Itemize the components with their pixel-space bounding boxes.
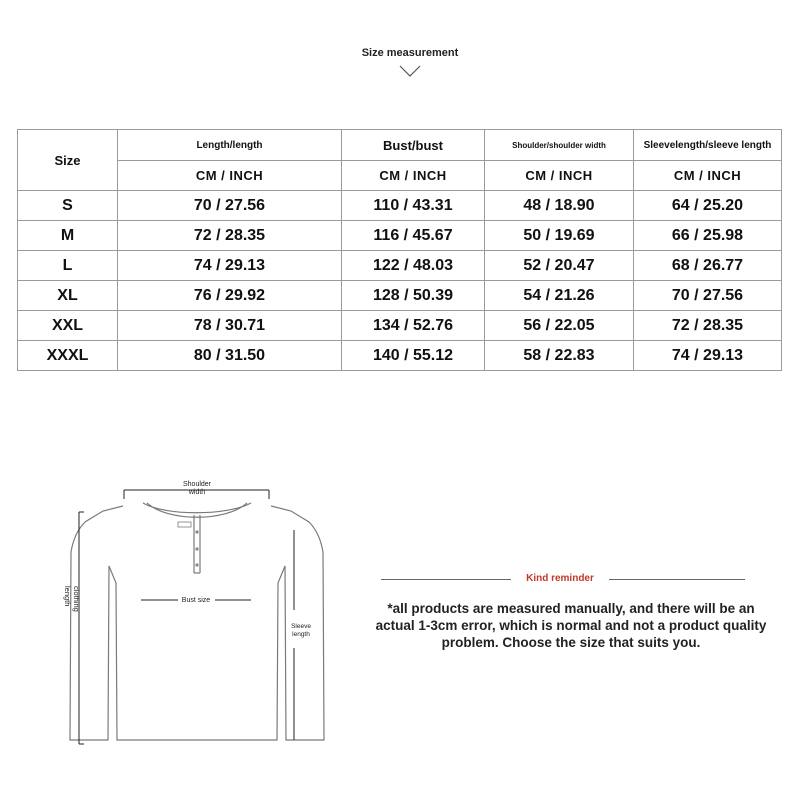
sleeve-cell: 66 / 25.98 bbox=[634, 221, 782, 251]
shoulder-cell: 52 / 20.47 bbox=[485, 251, 634, 281]
table-unit-row bbox=[18, 161, 782, 191]
table-row bbox=[18, 281, 782, 311]
buttons bbox=[195, 530, 198, 566]
size-chart-table bbox=[17, 129, 782, 371]
bust-cell: 110 / 43.31 bbox=[342, 191, 485, 221]
shoulder-width-label-line2: width bbox=[188, 489, 206, 496]
shirt-outline-icon bbox=[70, 503, 324, 740]
length-cell: 74 / 29.13 bbox=[118, 251, 342, 281]
table-row bbox=[18, 311, 782, 341]
shoulder-width-label: Shoulder bbox=[182, 481, 212, 488]
sleeve-length-label-line2: length bbox=[292, 631, 310, 638]
size-cell: M bbox=[18, 221, 118, 251]
table-row bbox=[18, 221, 782, 251]
sleeve-cell: 70 / 27.56 bbox=[634, 281, 782, 311]
bust-cell: 122 / 48.03 bbox=[342, 251, 485, 281]
length-cell: 80 / 31.50 bbox=[118, 341, 342, 371]
column-header-bust: Bust/bust bbox=[342, 130, 485, 161]
length-cell: 78 / 30.71 bbox=[118, 311, 342, 341]
table-row bbox=[18, 251, 782, 281]
length-cell: 76 / 29.92 bbox=[118, 281, 342, 311]
sleeve-length-label: Sleeve bbox=[291, 623, 311, 630]
shoulder-cell: 48 / 18.90 bbox=[485, 191, 634, 221]
unit-header: CM / INCH bbox=[485, 161, 634, 191]
clothing-length-label: clothing bbox=[72, 586, 81, 612]
divider-left bbox=[381, 579, 511, 580]
bust-cell: 134 / 52.76 bbox=[342, 311, 485, 341]
table-header-row bbox=[18, 130, 782, 161]
kind-reminder-text: *all products are measured manually, and there will be an actual 1-3cm error, which is normal and not a product quality problem. Choose the size that suits you. bbox=[375, 601, 767, 650]
measure-arrow-icon bbox=[79, 490, 294, 744]
size-cell: S bbox=[18, 191, 118, 221]
shirt-measurement-diagram bbox=[55, 470, 325, 760]
kind-reminder-title: Kind reminder bbox=[526, 573, 594, 584]
size-cell: L bbox=[18, 251, 118, 281]
table-row bbox=[18, 191, 782, 221]
sleeve-cell: 74 / 29.13 bbox=[634, 341, 782, 371]
table-row bbox=[18, 341, 782, 371]
unit-header: CM / INCH bbox=[118, 161, 342, 191]
divider-right bbox=[609, 579, 745, 580]
size-cell: XXL bbox=[18, 311, 118, 341]
column-header-length: Length/length bbox=[118, 130, 342, 161]
shoulder-cell: 54 / 21.26 bbox=[485, 281, 634, 311]
column-header-sleeve: Sleevelength/sleeve length bbox=[634, 130, 782, 161]
bust-size-label: Bust size bbox=[181, 597, 211, 604]
bust-cell: 140 / 55.12 bbox=[342, 341, 485, 371]
bust-cell: 128 / 50.39 bbox=[342, 281, 485, 311]
length-cell: 72 / 28.35 bbox=[118, 221, 342, 251]
unit-header: CM / INCH bbox=[634, 161, 782, 191]
chevron-down-icon bbox=[398, 62, 422, 80]
shoulder-cell: 56 / 22.05 bbox=[485, 311, 634, 341]
page-title: Size measurement bbox=[361, 47, 459, 59]
size-cell: XXXL bbox=[18, 341, 118, 371]
column-header-shoulder: Shoulder/shoulder width bbox=[485, 130, 634, 161]
sleeve-cell: 68 / 26.77 bbox=[634, 251, 782, 281]
size-header: Size bbox=[18, 130, 118, 191]
clothing-length-label-line2: length bbox=[63, 586, 72, 607]
sleeve-cell: 72 / 28.35 bbox=[634, 311, 782, 341]
unit-header: CM / INCH bbox=[342, 161, 485, 191]
sleeve-cell: 64 / 25.20 bbox=[634, 191, 782, 221]
shoulder-cell: 58 / 22.83 bbox=[485, 341, 634, 371]
bust-cell: 116 / 45.67 bbox=[342, 221, 485, 251]
length-cell: 70 / 27.56 bbox=[118, 191, 342, 221]
size-cell: XL bbox=[18, 281, 118, 311]
shoulder-cell: 50 / 19.69 bbox=[485, 221, 634, 251]
